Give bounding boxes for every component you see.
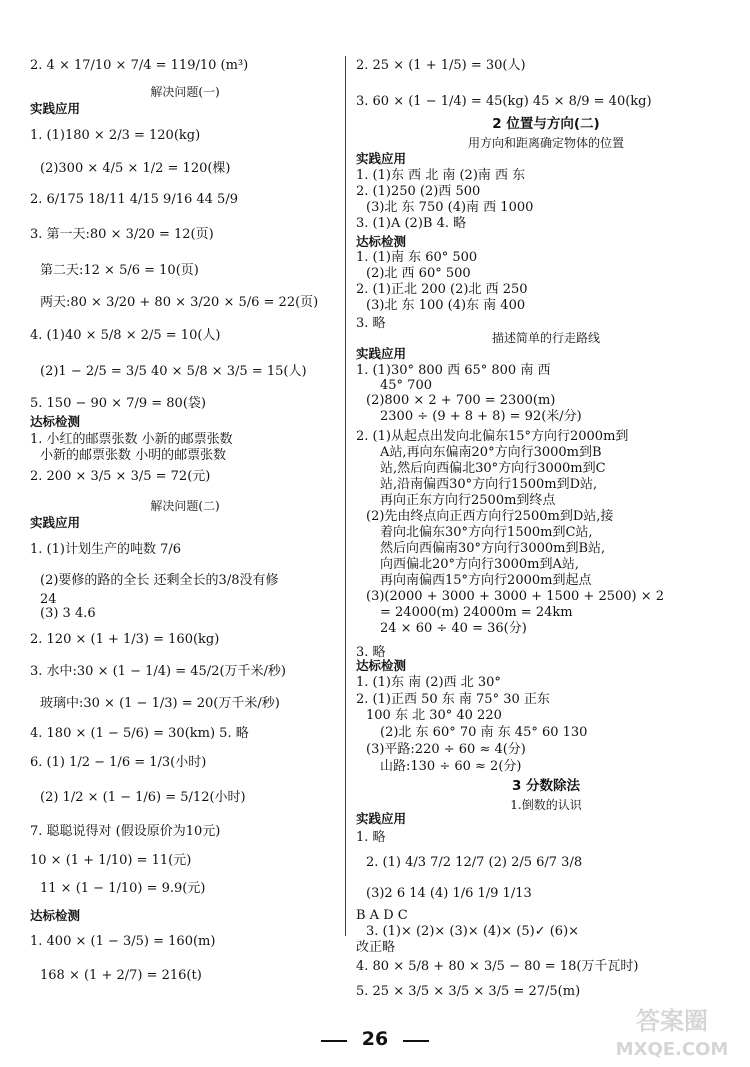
- answer-line: 站,沿南偏西30°方向行1500m到D站,: [380, 477, 598, 492]
- footer-dash-right: [403, 1040, 429, 1042]
- answer-line: 45° 700: [380, 378, 432, 393]
- answer-line: A站,再向东偏南20°方向行3000m到B: [380, 445, 602, 460]
- subsection-title: 1.倒数的认识: [510, 798, 582, 812]
- section-heading: 实践应用: [356, 151, 407, 166]
- section-heading: 实践应用: [30, 101, 81, 116]
- answer-line: 4. 180 × (1 − 5/6) = 30(km) 5. 略: [30, 726, 249, 741]
- answer-line: 168 × (1 + 2/7) = 216(t): [40, 968, 202, 983]
- answer-line: = 24000(m) 24000m = 24km: [380, 605, 573, 620]
- section-heading: 达标检测: [356, 658, 407, 673]
- subsection-title: 用方向和距离确定物体的位置: [467, 136, 624, 150]
- column-divider: [345, 56, 346, 936]
- section-heading: 达标检测: [30, 414, 81, 429]
- answer-line: (3)北 东 750 (4)南 西 1000: [366, 200, 534, 215]
- footer-dash-left: [321, 1040, 347, 1042]
- answer-line: 向西偏北20°方向行3000m到A站,: [380, 557, 579, 572]
- answer-line: (2)1 − 2/5 = 3/5 40 × 5/8 × 3/5 = 15(人): [40, 364, 307, 379]
- answer-line: 2. 6/175 18/11 4/15 9/16 44 5/9: [30, 192, 238, 207]
- answer-line: 第二天:12 × 5/6 = 10(页): [40, 263, 199, 278]
- section-heading: 达标检测: [356, 234, 407, 249]
- answer-line: (3)北 东 100 (4)东 南 400: [366, 298, 526, 313]
- answer-line: 2. 120 × (1 + 1/3) = 160(kg): [30, 632, 220, 647]
- answer-line: (2)要修的路的全长 还剩全长的3/8没有修: [40, 573, 279, 588]
- answer-line: 站,然后向西偏北30°方向行3000m到C: [380, 461, 606, 476]
- answer-line: 7. 聪聪说得对 (假设原价为10元): [30, 824, 221, 839]
- section-heading: 达标检测: [30, 908, 81, 923]
- answer-line: 2. 25 × (1 + 1/5) = 30(人): [356, 58, 526, 73]
- watermark-logo: [602, 1001, 742, 1063]
- answer-line: 2. (1)正北 200 (2)北 西 250: [356, 282, 528, 297]
- watermark-line2: MXQE.COM: [615, 1039, 729, 1060]
- answer-line: 100 东 北 30° 40 220: [366, 708, 502, 723]
- answer-line: 1. 略: [356, 830, 386, 845]
- answer-line: 6. (1) 1/2 − 1/6 = 1/3(小时): [30, 755, 207, 770]
- answer-line: 1. 400 × (1 − 3/5) = 160(m): [30, 934, 216, 949]
- section-heading: 实践应用: [30, 515, 81, 530]
- answer-line: B A D C: [356, 908, 408, 923]
- answer-line: 3. 略: [356, 645, 386, 660]
- answer-line: 再向正东方向行2500m到终点: [380, 493, 556, 508]
- section-title: 3 分数除法: [511, 778, 581, 794]
- answer-line: (3)2 6 14 (4) 1/6 1/9 1/13: [366, 886, 532, 901]
- answer-line: (2)800 × 2 + 700 = 2300(m): [366, 393, 556, 408]
- answer-line: 然后向西偏南30°方向行3000m到B站,: [380, 541, 606, 556]
- answer-line: 1. (1)南 东 60° 500: [356, 250, 478, 265]
- answer-line: 24: [40, 592, 57, 607]
- answer-line: 1. (1)东 南 (2)西 北 30°: [356, 675, 501, 690]
- answer-line: 山路:130 ÷ 60 ≈ 2(分): [380, 759, 522, 774]
- section-heading: 实践应用: [356, 346, 407, 361]
- answer-line: 着向北偏东30°方向行1500m到C站,: [380, 525, 593, 540]
- answer-line: 3. 水中:30 × (1 − 1/4) = 45/2(万千米/秒): [30, 664, 286, 679]
- answer-line: 2. (1)正西 50 东 南 75° 30 正东: [356, 692, 550, 707]
- answer-line: 1. (1)东 西 北 南 (2)南 西 东: [356, 168, 526, 183]
- answer-line: 小新的邮票张数 小明的邮票张数: [40, 448, 227, 463]
- answer-line: (3)平路:220 ÷ 60 ≈ 4(分): [366, 742, 526, 757]
- answer-line: (2)北 西 60° 500: [366, 266, 471, 281]
- answer-line: 改正略: [356, 940, 396, 955]
- answer-line: 4. 80 × 5/8 + 80 × 3/5 − 80 = 18(万千瓦时): [356, 959, 639, 974]
- answer-line: 4. (1)40 × 5/8 × 2/5 = 10(人): [30, 328, 221, 343]
- answer-line: 10 × (1 + 1/10) = 11(元): [30, 853, 192, 868]
- answer-line: 24 × 60 ÷ 40 = 36(分): [380, 621, 527, 636]
- answer-line: 11 × (1 − 1/10) = 9.9(元): [40, 881, 206, 896]
- answer-line: 3. 第一天:80 × 3/20 = 12(页): [30, 227, 214, 242]
- subsection-title: 描述简单的行走路线: [491, 331, 600, 345]
- answer-line: 2. (1)从起点出发向北偏东15°方向行2000m到: [356, 429, 629, 444]
- section-heading: 实践应用: [356, 811, 407, 826]
- answer-line: 3. (1)A (2)B 4. 略: [356, 216, 467, 231]
- answer-line: (3) 3 4.6: [40, 606, 96, 621]
- answer-line: 2. 4 × 17/10 × 7/4 = 119/10 (m³): [30, 58, 249, 73]
- answer-line: (2)先由终点向正西方向行2500m到D站,接: [366, 509, 614, 524]
- page-number: 26: [361, 1028, 389, 1050]
- answer-line: 2. (1)250 (2)西 500: [356, 184, 481, 199]
- subsection-title: 解决问题(一): [150, 85, 220, 99]
- answer-line: 3. 60 × (1 − 1/4) = 45(kg) 45 × 8/9 = 40(kg): [356, 94, 652, 109]
- answer-line: 3. (1)× (2)× (3)× (4)× (5)✓ (6)×: [366, 924, 580, 939]
- answer-line: 1. (1)180 × 2/3 = 120(kg): [30, 128, 201, 143]
- answer-line: 3. 略: [356, 316, 386, 331]
- answer-line: (2) 1/2 × (1 − 1/6) = 5/12(小时): [40, 790, 246, 805]
- subsection-title: 解决问题(二): [150, 499, 220, 513]
- answer-line: 玻璃中:30 × (1 − 1/3) = 20(万千米/秒): [40, 696, 280, 711]
- answer-line: (2)300 × 4/5 × 1/2 = 120(棵): [40, 161, 231, 176]
- answer-line: 2. 200 × 3/5 × 3/5 = 72(元): [30, 469, 211, 484]
- answer-line: 5. 150 − 90 × 7/9 = 80(袋): [30, 396, 206, 411]
- answer-line: 再向南偏西15°方向行2000m到起点: [380, 573, 592, 588]
- answer-line: 1. 小红的邮票张数 小新的邮票张数: [30, 432, 233, 447]
- answer-line: 1. (1)30° 800 西 65° 800 南 西: [356, 363, 551, 378]
- answer-line: 2300 ÷ (9 + 8 + 8) = 92(米/分): [380, 409, 582, 424]
- answer-line: (3)(2000 + 3000 + 3000 + 1500 + 2500) × 2: [366, 589, 665, 604]
- answer-line: 2. (1) 4/3 7/2 12/7 (2) 2/5 6/7 3/8: [366, 855, 583, 870]
- answer-line: 1. (1)计划生产的吨数 7/6: [30, 542, 182, 557]
- section-title: 2 位置与方向(二): [492, 116, 600, 132]
- watermark-line1: 答案圈: [636, 1007, 708, 1035]
- answer-line: 5. 25 × 3/5 × 3/5 × 3/5 = 27/5(m): [356, 984, 581, 999]
- answer-line: (2)北 东 60° 70 南 东 45° 60 130: [380, 725, 588, 740]
- answer-line: 两天:80 × 3/20 + 80 × 3/20 × 5/6 = 22(页): [40, 295, 319, 310]
